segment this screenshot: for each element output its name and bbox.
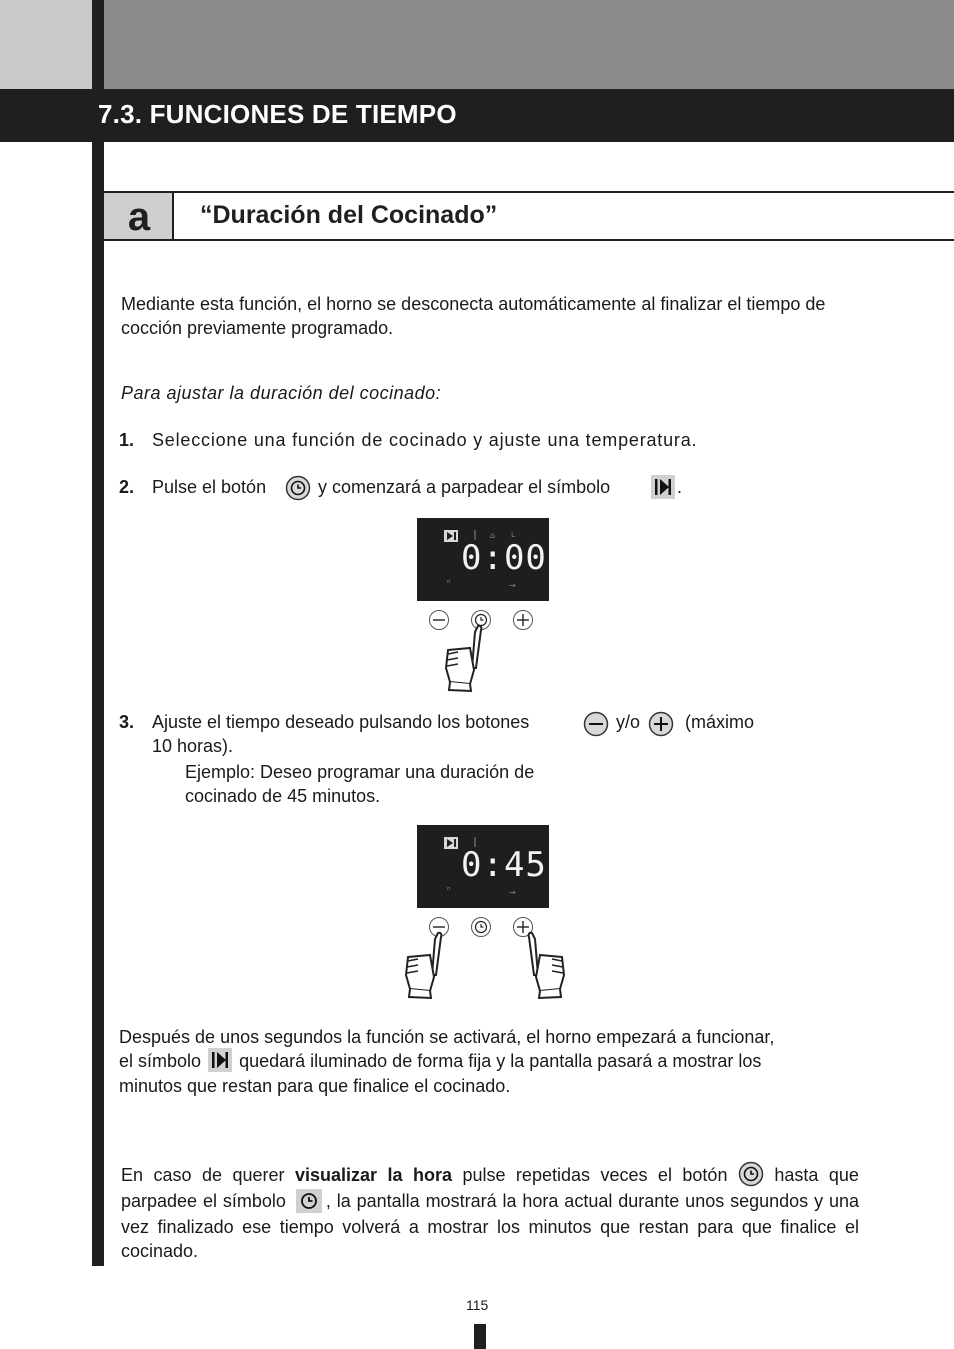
subsection-letter: a — [127, 195, 151, 239]
step-3-text-cont: 10 horas). — [152, 736, 234, 756]
final-part-1: En caso de querer — [121, 1165, 285, 1185]
plus-icon — [512, 609, 534, 636]
final-part-2: pulse repetidas veces el botón — [462, 1165, 728, 1185]
svg-text:⌂: ⌂ — [490, 531, 496, 540]
step-2-number: 2. — [119, 477, 135, 497]
after-line-2 — [119, 1049, 859, 1074]
subsection-title: “Duración del Cocinado” — [200, 201, 498, 229]
step-3-text-before: Ajuste el tiempo deseado pulsando los botones — [152, 712, 530, 732]
display-2-time: 0:45 — [461, 845, 547, 885]
intro-paragraph: Mediante esta función, el horno se desconecta automáticamente al finalizar el tiempo de cocción previamente programado. — [121, 294, 826, 338]
step-2-text-before: Pulse el botón — [152, 477, 267, 497]
clock-icon — [296, 1189, 322, 1213]
clock-icon — [470, 916, 492, 943]
top-left-gray-block — [0, 0, 92, 89]
step-3-text-yo: y/o — [616, 712, 641, 732]
pointing-hand-icon — [526, 927, 570, 1007]
page-marker — [474, 1324, 486, 1349]
svg-text:→: → — [509, 888, 516, 897]
svg-text:ⁿ: ⁿ — [447, 886, 451, 896]
svg-text:→: → — [509, 581, 516, 590]
top-gray-band — [104, 0, 954, 89]
play-end-icon — [208, 1048, 232, 1072]
after-line-2b: quedará iluminado de forma fija y la pantalla pasará a mostrar los — [239, 1051, 762, 1071]
final-paragraph — [121, 1163, 859, 1263]
clock-icon — [738, 1161, 764, 1187]
step-2-text-after: . — [677, 477, 683, 497]
instructions-heading: Para ajustar la duración del cocinado: — [121, 383, 442, 403]
final-bold: visualizar la hora — [294, 1165, 452, 1185]
step-3-number: 3. — [119, 712, 135, 732]
step-3-example: Ejemplo: Deseo programar una duración de cocinado de 45 minutos. — [185, 762, 535, 806]
page-number: 115 — [466, 1297, 489, 1313]
section-title: 7.3. FUNCIONES DE TIEMPO — [98, 99, 457, 129]
final-part-4: , la pantalla mostrará la hora actual durante unos segundos y una vez finalizado ese tiempo volverá a mostrar los minutos que restan para que finalice el cocinado. — [121, 1191, 859, 1261]
plus-icon — [648, 711, 674, 742]
minus-icon — [583, 711, 609, 742]
after-line-2a: el símbolo — [119, 1051, 202, 1071]
after-line-3: minutos que restan para que finalice el cocinado. — [119, 1076, 511, 1097]
svg-text:ʟ: ʟ — [511, 530, 516, 539]
pointing-hand-icon — [440, 620, 484, 700]
final-part-3: hasta que parpadee el símbolo — [121, 1165, 859, 1212]
play-end-icon — [651, 475, 675, 504]
clock-icon — [285, 475, 311, 506]
step-2-text-middle: y comenzará a parpadear el símbolo — [318, 477, 611, 497]
step-3-text-max: (máximo — [685, 712, 755, 732]
after-paragraph — [119, 1025, 859, 1098]
display-1-time: 0:00 — [461, 538, 547, 578]
after-line-1: Después de unos segundos la función se activará, el horno empezará a funcionar, — [119, 1027, 775, 1047]
pointing-hand-icon — [400, 927, 444, 1007]
left-vertical-bar — [92, 0, 104, 1266]
svg-text:ⁿ: ⁿ — [447, 579, 451, 589]
step-1-number: 1. — [119, 430, 135, 450]
step-1-text: Seleccione una función de cocinado y ajuste una temperatura. — [152, 430, 698, 450]
